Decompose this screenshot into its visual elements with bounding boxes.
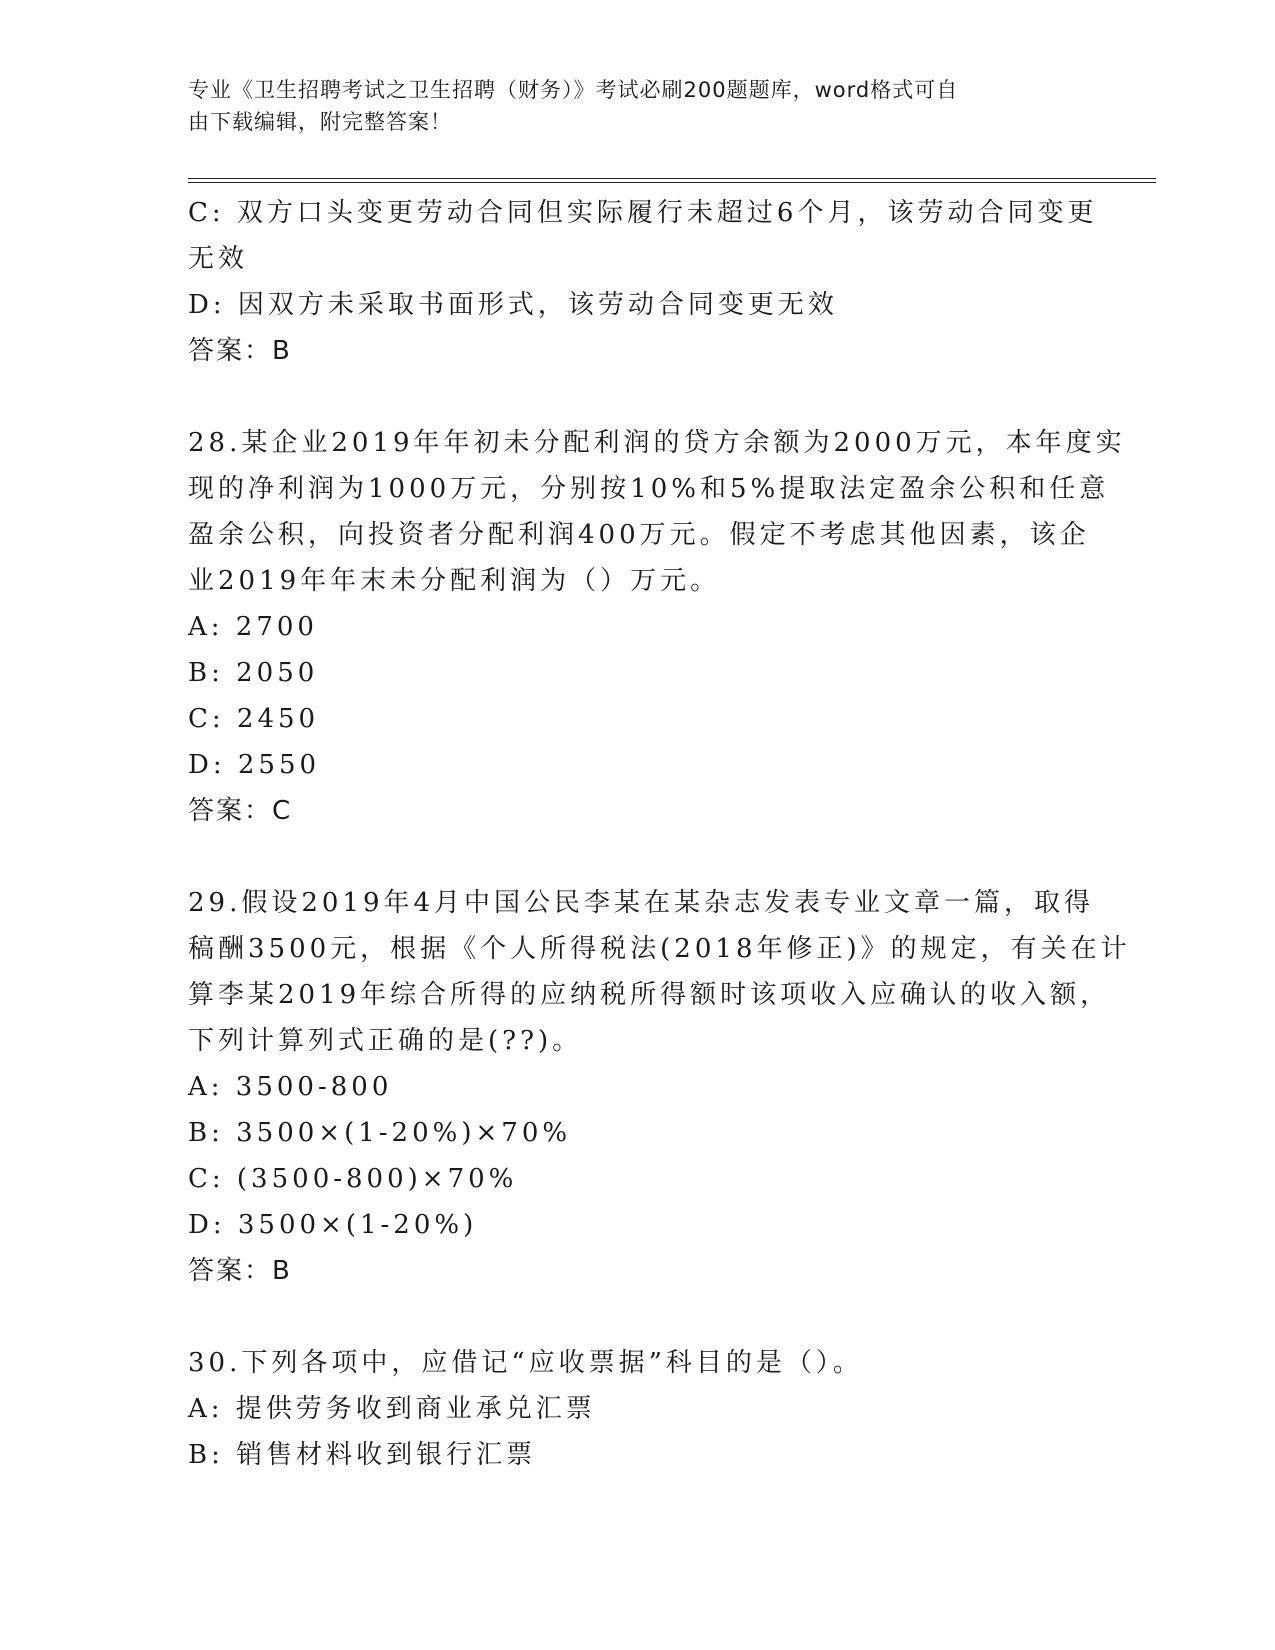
- option-b: B: 3500×(1-20%)×70%: [188, 1118, 572, 1148]
- question-stem-line: 29.假设2019年4月中国公民李某在某杂志发表专业文章一篇，取得: [188, 888, 1095, 918]
- question-stem-line: 算李某2019年综合所得的应纳税所得额时该项收入应确认的收入额，: [188, 980, 1111, 1010]
- question-stem-line: 盈余公积，向投资者分配利润400万元。假定不考虑其他因素，该企: [188, 520, 1090, 550]
- answer-line: 答案：B: [188, 336, 292, 366]
- option-a: A: 2700: [188, 612, 318, 642]
- option-c: C: (3500-800)×70%: [188, 1164, 518, 1194]
- question-stem-line: 28.某企业2019年年初未分配利润的贷方余额为2000万元，本年度实: [188, 428, 1126, 458]
- option-d: D: 因双方未采取书面形式，该劳动合同变更无效: [188, 290, 838, 320]
- answer-line: 答案：C: [188, 796, 293, 826]
- option-c: C: 双方口头变更劳动合同但实际履行未超过6个月，该劳动合同变更: [188, 198, 1098, 228]
- question-stem-line: 30.下列各项中，应借记“应收票据”科目的是（）。: [188, 1348, 863, 1378]
- question-spacer: [188, 374, 1088, 420]
- option-a: A: 3500-800: [188, 1072, 393, 1102]
- option-b: B: 2050: [188, 658, 319, 688]
- option-d: D: 2550: [188, 750, 321, 780]
- question-stem-line: 稿酬3500元，根据《个人所得税法(2018年修正)》的规定，有关在计: [188, 934, 1131, 964]
- question-stem-line: 现的净利润为1000万元，分别按10%和5%提取法定盈余公积和任意: [188, 474, 1110, 504]
- question-content: [188, 190, 1131, 1478]
- question-28: [188, 420, 1126, 834]
- option-c-continued: 无效: [188, 244, 249, 274]
- question-stem-line: 下列计算列式正确的是(??)。: [188, 1026, 583, 1056]
- previous-question-tail: [188, 190, 1098, 374]
- answer-line: 答案：B: [188, 1256, 292, 1286]
- header-divider: [188, 178, 1156, 183]
- header-line-2: 由下载编辑，附完整答案！: [188, 110, 452, 134]
- document-header: [188, 74, 1068, 138]
- option-c: C: 2450: [188, 704, 320, 734]
- option-b: B: 销售材料收到银行汇票: [188, 1440, 537, 1470]
- option-a: A: 提供劳务收到商业承兑汇票: [188, 1394, 596, 1424]
- question-29: [188, 880, 1131, 1294]
- question-spacer: [188, 834, 1088, 880]
- question-stem-line: 业2019年年末未分配利润为（）万元。: [188, 566, 721, 596]
- question-spacer: [188, 1294, 1088, 1340]
- option-d: D: 3500×(1-20%): [188, 1210, 478, 1240]
- question-30: [188, 1340, 1088, 1478]
- header-line-1: 专业《卫生招聘考试之卫生招聘（财务）》考试必刷200题题库，word格式可自: [188, 78, 959, 102]
